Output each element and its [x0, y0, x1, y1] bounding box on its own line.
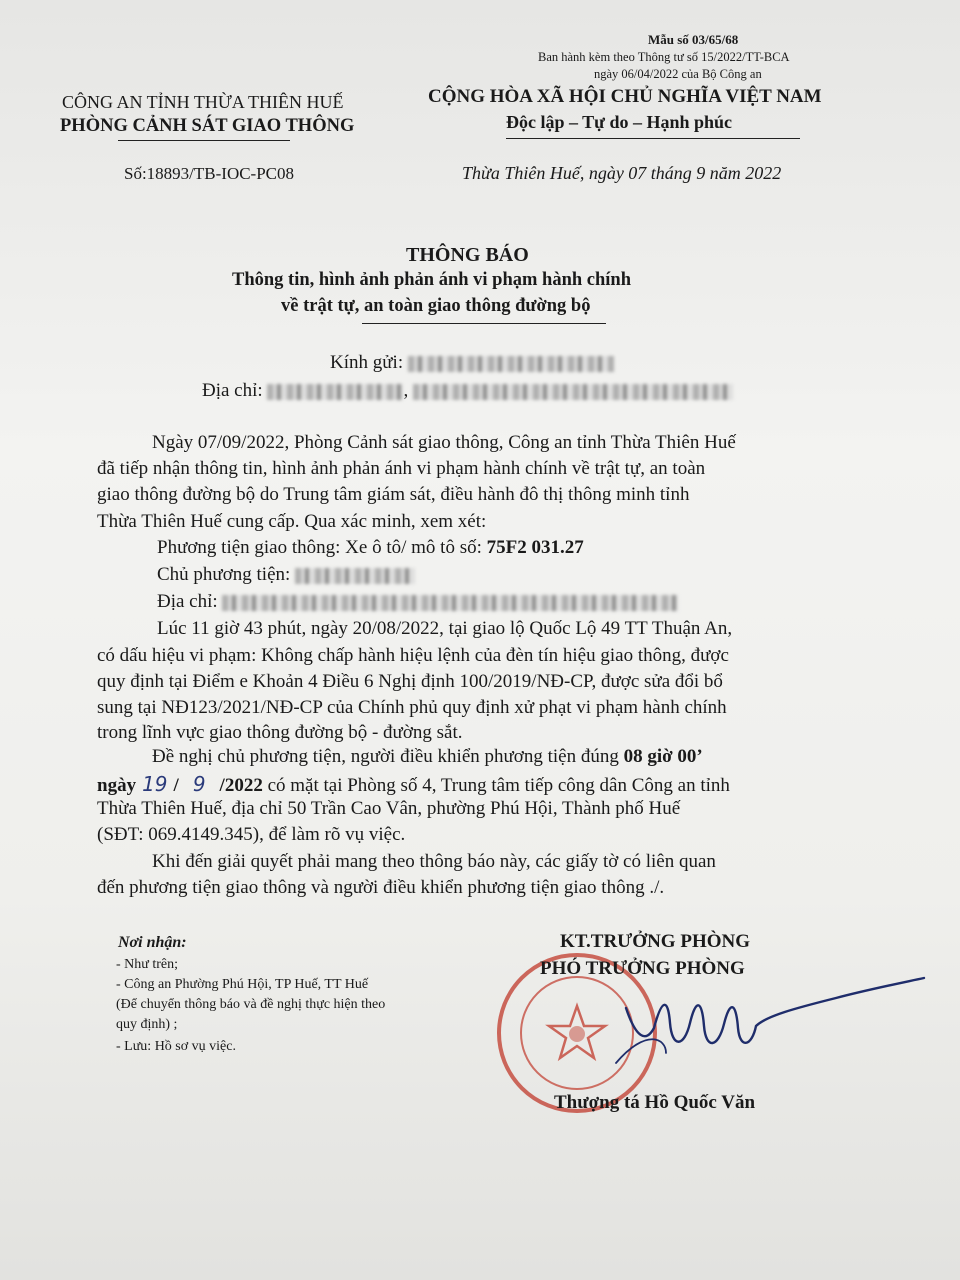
paragraph-2-line-2: có dấu hiệu vi phạm: Không chấp hành hiệu lệnh của đèn tín hiệu giao thông, được	[97, 645, 729, 666]
handwritten-signature	[606, 968, 936, 1078]
title-underline	[362, 323, 606, 324]
paragraph-1-line-2: đã tiếp nhận thông tin, hình ảnh phản ánh vi phạm hành chính về trật tự, an toàn	[97, 458, 706, 479]
recipients-item-2-note-2: quy định) ;	[116, 1017, 178, 1032]
recipients-item-2: - Công an Phường Phú Hội, TP Huế, TT Huế	[116, 977, 369, 992]
vehicle-label: Phương tiện giao thông: Xe ô tô/ mô tô số:	[157, 537, 482, 558]
owner-label: Chủ phương tiện:	[157, 564, 291, 585]
recipients-item-1: - Như trên;	[116, 957, 179, 972]
paragraph-3-text: Đề nghị chủ phương tiện, người điều khiển phương tiện đúng	[152, 746, 619, 767]
recipients-title: Nơi nhận:	[118, 934, 187, 951]
form-code: Mẫu số 03/65/68	[648, 32, 739, 47]
document-number: Số:18893/TB-IOC-PC08	[124, 164, 295, 183]
owner-address-row	[157, 591, 678, 613]
paragraph-1-line-4: Thừa Thiên Huế cung cấp. Qua xác minh, xem xét:	[97, 511, 487, 532]
redacted-recipient-address-1	[267, 384, 403, 400]
redacted-owner-name	[295, 568, 415, 584]
signature-title-1: KT.TRƯỞNG PHÒNG	[560, 931, 750, 952]
document-subtitle-line2: về trật tự, an toàn giao thông đường bộ	[281, 296, 591, 316]
recipient-row	[330, 352, 614, 374]
paragraph-1-line-1: Ngày 07/09/2022, Phòng Cảnh sát giao thông, Công an tỉnh Thừa Thiên Huế	[152, 432, 736, 453]
paragraph-3-line-3: Thừa Thiên Huế, địa chỉ 50 Trần Cao Vân, phường Phú Hội, Thành phố Huế	[97, 798, 681, 819]
date-slash: /	[173, 775, 179, 796]
agency-name: PHÒNG CẢNH SÁT GIAO THÔNG	[60, 116, 355, 136]
motto-underline	[506, 138, 800, 139]
appointment-time: 08 giờ 00’	[623, 746, 703, 767]
redacted-recipient-address-2	[413, 384, 733, 400]
handwritten-month: 9	[192, 772, 206, 796]
paragraph-3-line-2-text: có mặt tại Phòng số 4, Trung tâm tiếp công dân Công an tỉnh	[267, 775, 730, 796]
paragraph-3-line-2	[97, 772, 730, 797]
paragraph-2-line-3: quy định tại Điểm e Khoản 4 Điều 6 Nghị định 100/2019/NĐ-CP, được sửa đổi bổ	[97, 671, 723, 692]
paragraph-2-line-4: sung tại NĐ123/2021/NĐ-CP của Chính phủ quy định xử phạt vi phạm hành chính	[97, 697, 727, 718]
signature-title-2: PHÓ TRƯỞNG PHÒNG	[540, 958, 745, 979]
agency-underline	[118, 140, 290, 141]
vehicle-plate: 75F2 031.27	[486, 537, 584, 558]
recipient-address-row	[202, 380, 733, 402]
owner-row	[157, 564, 415, 586]
recipients-item-3: - Lưu: Hồ sơ vụ việc.	[116, 1039, 236, 1054]
paragraph-2-line-5: trong lĩnh vực giao thông đường bộ - đường sắt.	[97, 722, 463, 743]
vehicle-row	[157, 537, 584, 559]
recipients-item-2-note-1: (Để chuyển thông báo và đề nghị thực hiện theo	[116, 997, 386, 1012]
recipient-address-label: Địa chỉ:	[202, 380, 263, 401]
form-issued-with: Ban hành kèm theo Thông tư số 15/2022/TT-BCA	[538, 50, 790, 64]
paragraph-1-line-3: giao thông đường bộ do Trung tâm giám sát, điều hành đô thị thông minh tỉnh	[97, 484, 690, 505]
place-date: Thừa Thiên Huế, ngày 07 tháng 9 năm 2022	[462, 163, 782, 183]
paragraph-4-line-1: Khi đến giải quyết phải mang theo thông báo này, các giấy tờ có liên quan	[152, 851, 716, 872]
redacted-owner-address	[222, 595, 678, 611]
form-issued-date: ngày 06/04/2022 của Bộ Công an	[594, 67, 762, 81]
recipient-label: Kính gửi:	[330, 352, 404, 373]
agency-parent: CÔNG AN TỈNH THỪA THIÊN HUẾ	[62, 92, 344, 112]
signer-name: Thượng tá Hồ Quốc Văn	[554, 1092, 756, 1113]
appointment-year: /2022	[219, 775, 263, 796]
redacted-recipient-name	[408, 356, 614, 372]
handwritten-day: 19	[142, 772, 168, 796]
appointment-day-label: ngày	[97, 775, 137, 796]
owner-address-label: Địa chỉ:	[157, 591, 218, 612]
national-motto: Độc lập – Tự do – Hạnh phúc	[506, 112, 733, 132]
country-name: CỘNG HÒA XÃ HỘI CHỦ NGHĨA VIỆT NAM	[428, 86, 822, 107]
paragraph-2-line-1: Lúc 11 giờ 43 phút, ngày 20/08/2022, tại giao lộ Quốc Lộ 49 TT Thuận An,	[157, 618, 733, 639]
document-title: THÔNG BÁO	[406, 244, 529, 266]
paragraph-3-line-1	[152, 746, 703, 768]
paragraph-4-line-2: đến phương tiện giao thông và người điều khiển phương tiện giao thông ./.	[97, 877, 665, 898]
paragraph-3-line-4: (SĐT: 069.4149.345), để làm rõ vụ việc.	[97, 824, 406, 845]
document-subtitle-line1: Thông tin, hình ảnh phản ánh vi phạm hành chính	[232, 270, 631, 290]
address-comma: ,	[403, 380, 409, 401]
